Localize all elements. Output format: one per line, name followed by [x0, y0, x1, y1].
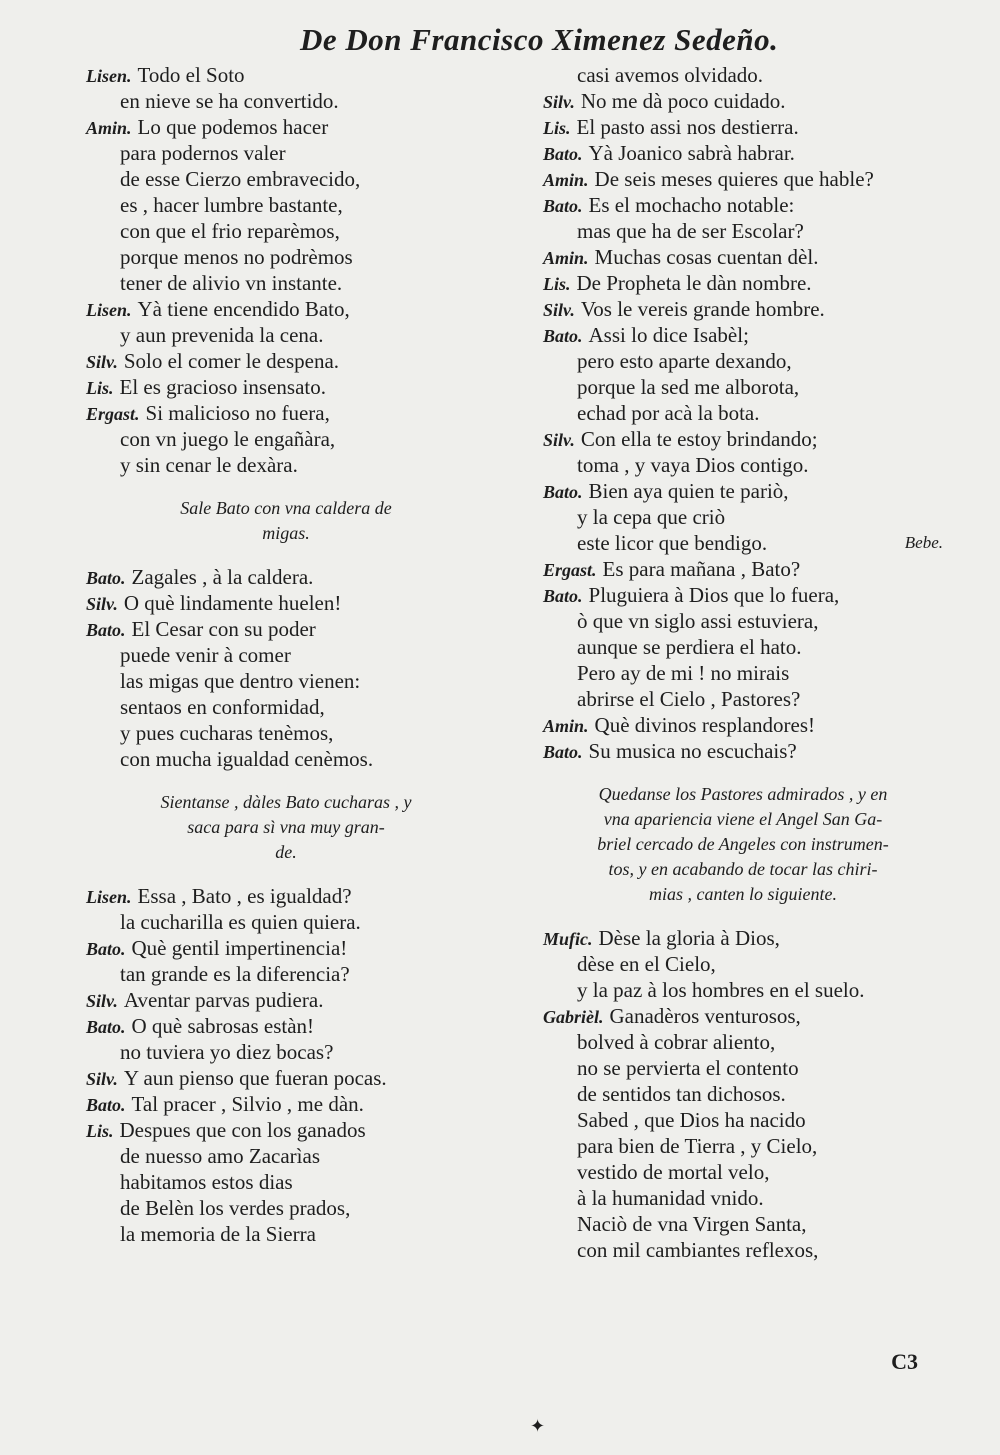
- verse-text: con mucha igualdad cenèmos.: [120, 747, 374, 771]
- stage-direction-line: mias , canten lo siguiente.: [649, 884, 837, 904]
- verse-text: puede venir à comer: [120, 643, 291, 667]
- speech-line: [543, 556, 943, 582]
- verse-text: Dèse la gloria à Dios,: [598, 926, 780, 950]
- speech-line: [86, 1013, 486, 1039]
- verse-line: [543, 951, 943, 977]
- speech-line: [543, 1003, 943, 1029]
- stage-direction-line: Sale Bato con vna caldera de: [180, 498, 392, 518]
- verse-text: las migas que dentro vienen:: [120, 669, 361, 693]
- speaker-name: Lis.: [543, 118, 571, 138]
- speaker-name: Gabrièl.: [543, 1007, 604, 1027]
- speech-line: [543, 322, 943, 348]
- signature-mark: C3: [891, 1349, 918, 1374]
- verse-text: dèse en el Cielo,: [577, 952, 716, 976]
- verse-text: El es gracioso insensato.: [119, 375, 326, 399]
- stage-direction: [86, 496, 486, 546]
- stage-direction-line: saca para sì vna muy gran-: [187, 817, 385, 837]
- verse-text: Lo que podemos hacer: [137, 115, 329, 139]
- spacer: [86, 478, 486, 496]
- verse-text: de nuesso amo Zacarìas: [120, 1144, 321, 1168]
- verse-text: O què lindamente huelen!: [123, 591, 342, 615]
- speech-line: [543, 114, 943, 140]
- verse-line: [543, 634, 943, 660]
- verse-text: Zagales , à la caldera.: [131, 565, 314, 589]
- verse-line: [86, 746, 486, 772]
- speaker-name: Lis.: [86, 1121, 114, 1141]
- verse-line: [86, 1169, 486, 1195]
- verse-line: [86, 218, 486, 244]
- verse-text: con vn juego le engañàra,: [120, 427, 336, 451]
- verse-line: [86, 166, 486, 192]
- verse-line: [543, 1159, 943, 1185]
- speaker-name: Silv.: [543, 92, 575, 112]
- speaker-name: Lisen.: [86, 887, 132, 907]
- verse-line: [86, 322, 486, 348]
- speech-line: [543, 712, 943, 738]
- verse-line: [543, 1029, 943, 1055]
- verse-line: [543, 608, 943, 634]
- speech-line: [86, 348, 486, 374]
- verse-text: abrirse el Cielo , Pastores?: [577, 687, 801, 711]
- speech-line: [86, 400, 486, 426]
- verse-text: tan grande es la diferencia?: [120, 962, 350, 986]
- verse-line: [543, 62, 943, 88]
- verse-line: [543, 1211, 943, 1237]
- verse-text: y sin cenar le dexàra.: [120, 453, 298, 477]
- speaker-name: Silv.: [543, 300, 575, 320]
- verse-text: la memoria de la Sierra: [120, 1222, 316, 1246]
- verse-text: Todo el Soto: [137, 63, 245, 87]
- verse-text: Naciò de vna Virgen Santa,: [577, 1212, 807, 1236]
- speech-line: [86, 564, 486, 590]
- speaker-name: Bato.: [543, 742, 583, 762]
- verse-text: O què sabrosas estàn!: [131, 1014, 315, 1038]
- verse-line: [543, 977, 943, 1003]
- verse-text: Pero ay de mi ! no mirais: [577, 661, 790, 685]
- verse-line: [543, 1107, 943, 1133]
- verse-text: casi avemos olvidado.: [577, 63, 764, 87]
- verse-line: [543, 1185, 943, 1211]
- verse-text: Y aun pienso que fueran pocas.: [123, 1066, 387, 1090]
- verse-text: sentaos en conformidad,: [120, 695, 325, 719]
- verse-line: [86, 1221, 486, 1247]
- speech-line: [86, 590, 486, 616]
- verse-line: [86, 244, 486, 270]
- speaker-name: Bato.: [86, 1017, 126, 1037]
- speaker-name: Ergast.: [86, 404, 140, 424]
- verse-text: El Cesar con su poder: [131, 617, 316, 641]
- verse-line: [543, 530, 943, 556]
- speaker-name: Bato.: [86, 1095, 126, 1115]
- verse-line: [86, 270, 486, 296]
- speaker-name: Silv.: [543, 430, 575, 450]
- verse-text: bolved à cobrar aliento,: [577, 1030, 776, 1054]
- verse-text: de esse Cierzo embravecido,: [120, 167, 361, 191]
- speaker-name: Amin.: [543, 248, 589, 268]
- verse-line: [86, 642, 486, 668]
- verse-text: ò que vn siglo assi estuviera,: [577, 609, 819, 633]
- spacer: [86, 546, 486, 564]
- verse-line: [543, 686, 943, 712]
- stage-aside: Bebe.: [904, 533, 943, 552]
- speaker-name: Bato.: [86, 939, 126, 959]
- verse-text: en nieve se ha convertido.: [120, 89, 339, 113]
- left-column: [86, 62, 486, 1247]
- verse-line: [86, 192, 486, 218]
- speaker-name: Amin.: [86, 118, 132, 138]
- verse-text: y la cepa que criò: [577, 505, 726, 529]
- speech-line: [543, 166, 943, 192]
- verse-line: [543, 1081, 943, 1107]
- spacer: [543, 907, 943, 925]
- stage-direction-line: vna apariencia viene el Angel San Ga-: [603, 809, 883, 829]
- verse-line: [86, 452, 486, 478]
- verse-text: aunque se perdiera el hato.: [577, 635, 802, 659]
- speaker-name: Bato.: [543, 586, 583, 606]
- speech-line: [543, 582, 943, 608]
- speech-line: [86, 616, 486, 642]
- verse-text: vestido de mortal velo,: [577, 1160, 770, 1184]
- speaker-name: Bato.: [543, 196, 583, 216]
- verse-text: Yà tiene encendido Bato,: [137, 297, 350, 321]
- verse-text: con mil cambiantes reflexos,: [577, 1238, 819, 1262]
- speaker-name: Bato.: [543, 144, 583, 164]
- verse-text: Es para mañana , Bato?: [602, 557, 801, 581]
- speech-line: [543, 478, 943, 504]
- verse-line: [86, 694, 486, 720]
- speaker-name: Bato.: [543, 326, 583, 346]
- speech-line: [86, 1117, 486, 1143]
- verse-text: Bien aya quien te pariò,: [588, 479, 789, 503]
- speech-line: [86, 296, 486, 322]
- verse-text: Tal pracer , Silvio , me dàn.: [131, 1092, 364, 1116]
- stage-direction-line: Sientanse , dàles Bato cucharas , y: [160, 792, 412, 812]
- verse-line: [86, 1039, 486, 1065]
- verse-text: para podernos valer: [120, 141, 286, 165]
- stage-direction-line: Quedanse los Pastores admirados , y en: [598, 784, 888, 804]
- verse-text: y la paz à los hombres en el suelo.: [577, 978, 865, 1002]
- verse-text: Pluguiera à Dios que lo fuera,: [588, 583, 840, 607]
- speech-line: [543, 925, 943, 951]
- verse-line: [86, 909, 486, 935]
- stage-direction-line: tos, y en acabando de tocar las chiri-: [608, 859, 878, 879]
- verse-text: de sentidos tan dichosos.: [577, 1082, 786, 1106]
- speaker-name: Lis.: [86, 378, 114, 398]
- verse-text: De Propheta le dàn nombre.: [576, 271, 812, 295]
- speaker-name: Bato.: [86, 620, 126, 640]
- verse-text: para bien de Tierra , y Cielo,: [577, 1134, 818, 1158]
- verse-text: De seis meses quieres que hable?: [594, 167, 874, 191]
- spacer: [86, 772, 486, 790]
- footer-mark: ✦: [530, 1416, 546, 1436]
- speech-line: [86, 935, 486, 961]
- speaker-name: Bato.: [543, 482, 583, 502]
- speaker-name: Amin.: [543, 716, 589, 736]
- verse-text: Si malicioso no fuera,: [145, 401, 330, 425]
- verse-line: [543, 504, 943, 530]
- verse-text: Muchas cosas cuentan dèl.: [594, 245, 819, 269]
- verse-line: [543, 348, 943, 374]
- speech-line: [543, 270, 943, 296]
- speech-line: [543, 296, 943, 322]
- verse-text: Vos le vereis grande hombre.: [580, 297, 825, 321]
- speech-line: [543, 192, 943, 218]
- verse-text: Es el mochacho notable:: [588, 193, 795, 217]
- verse-line: [543, 218, 943, 244]
- verse-line: [86, 961, 486, 987]
- verse-text: de Belèn los verdes prados,: [120, 1196, 351, 1220]
- verse-line: [86, 1143, 486, 1169]
- speech-line: [86, 62, 486, 88]
- speaker-name: Silv.: [86, 594, 118, 614]
- verse-text: no tuviera yo diez bocas?: [120, 1040, 334, 1064]
- verse-line: [543, 400, 943, 426]
- speaker-name: Lisen.: [86, 300, 132, 320]
- verse-text: Què divinos resplandores!: [594, 713, 815, 737]
- verse-text: porque menos no podrèmos: [120, 245, 353, 269]
- page-header: De Don Francisco Ximenez Sedeño.: [300, 22, 779, 57]
- verse-line: [543, 1055, 943, 1081]
- speaker-name: Silv.: [86, 991, 118, 1011]
- verse-text: Sabed , que Dios ha nacido: [577, 1108, 806, 1132]
- verse-line: [86, 140, 486, 166]
- verse-text: mas que ha de ser Escolar?: [577, 219, 804, 243]
- verse-text: Aventar parvas pudiera.: [123, 988, 324, 1012]
- verse-line: [86, 426, 486, 452]
- verse-text: este licor que bendigo.: [577, 531, 768, 555]
- verse-text: echad por acà la bota.: [577, 401, 760, 425]
- spacer: [543, 764, 943, 782]
- verse-text: es , hacer lumbre bastante,: [120, 193, 343, 217]
- verse-line: [543, 1237, 943, 1263]
- speech-line: [86, 114, 486, 140]
- verse-line: [543, 452, 943, 478]
- verse-text: Despues que con los ganados: [119, 1118, 366, 1142]
- stage-direction-line: migas.: [262, 523, 310, 543]
- speech-line: [543, 738, 943, 764]
- spacer: [86, 865, 486, 883]
- verse-line: [86, 668, 486, 694]
- verse-line: [543, 1133, 943, 1159]
- verse-text: no se pervierta el contento: [577, 1056, 799, 1080]
- speech-line: [86, 374, 486, 400]
- speech-line: [86, 883, 486, 909]
- speech-line: [543, 426, 943, 452]
- verse-line: [86, 1195, 486, 1221]
- verse-line: [86, 720, 486, 746]
- verse-text: pero esto aparte dexando,: [577, 349, 792, 373]
- verse-text: Essa , Bato , es igualdad?: [137, 884, 352, 908]
- right-column: [543, 62, 943, 1263]
- speaker-name: Silv.: [86, 352, 118, 372]
- verse-line: [543, 660, 943, 686]
- verse-text: tener de alivio vn instante.: [120, 271, 343, 295]
- speaker-name: Mufic.: [543, 929, 593, 949]
- verse-text: y aun prevenida la cena.: [120, 323, 324, 347]
- verse-text: No me dà poco cuidado.: [580, 89, 786, 113]
- verse-text: Con ella te estoy brindando;: [580, 427, 818, 451]
- speech-line: [86, 987, 486, 1013]
- verse-text: El pasto assi nos destierra.: [576, 115, 799, 139]
- speech-line: [543, 140, 943, 166]
- speaker-name: Silv.: [86, 1069, 118, 1089]
- speech-line: [543, 244, 943, 270]
- verse-line: [86, 88, 486, 114]
- verse-text: Solo el comer le despena.: [123, 349, 340, 373]
- stage-direction-line: briel cercado de Angeles con instrumen-: [597, 834, 889, 854]
- verse-text: Assi lo dice Isabèl;: [588, 323, 749, 347]
- speech-line: [86, 1065, 486, 1091]
- stage-direction: [543, 782, 943, 907]
- stage-direction-line: de.: [275, 842, 297, 862]
- verse-line: [543, 374, 943, 400]
- verse-text: la cucharilla es quien quiera.: [120, 910, 361, 934]
- verse-text: Su musica no escuchais?: [588, 739, 797, 763]
- verse-text: Ganadèros venturosos,: [609, 1004, 801, 1028]
- verse-text: toma , y vaya Dios contigo.: [577, 453, 809, 477]
- speaker-name: Amin.: [543, 170, 589, 190]
- verse-text: y pues cucharas tenèmos,: [120, 721, 334, 745]
- speaker-name: Lisen.: [86, 66, 132, 86]
- verse-text: à la humanidad vnido.: [577, 1186, 764, 1210]
- verse-text: Què gentil impertinencia!: [131, 936, 348, 960]
- speech-line: [543, 88, 943, 114]
- speaker-name: Lis.: [543, 274, 571, 294]
- speaker-name: Bato.: [86, 568, 126, 588]
- verse-text: con que el frio reparèmos,: [120, 219, 340, 243]
- verse-text: porque la sed me alborota,: [577, 375, 800, 399]
- speech-line: [86, 1091, 486, 1117]
- speaker-name: Ergast.: [543, 560, 597, 580]
- verse-text: habitamos estos dias: [120, 1170, 293, 1194]
- verse-text: Yà Joanico sabrà habrar.: [588, 141, 795, 165]
- stage-direction: [86, 790, 486, 865]
